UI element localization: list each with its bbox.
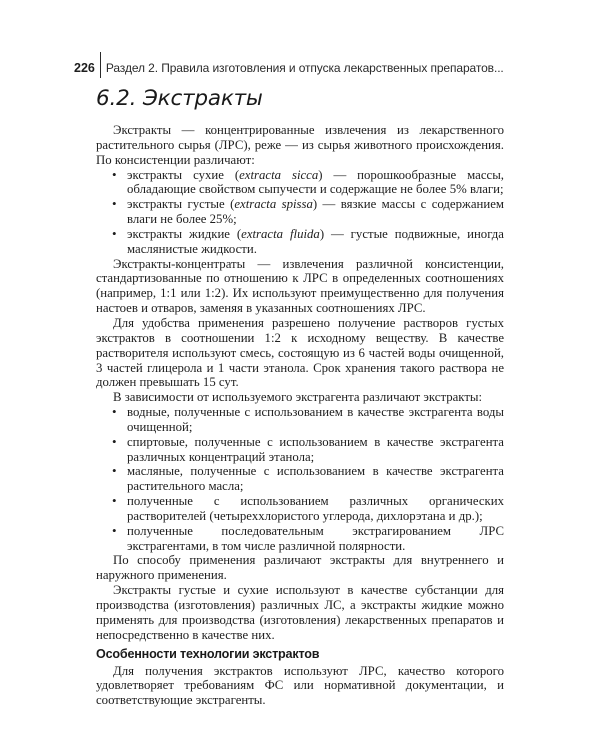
paragraph-definition: Экстракты — концентрированные извлечения из лекарственного растительного сырья (ЛРС), реже — из сырья животного происхождения. По консистенции различают: [96, 123, 504, 167]
list-item: • водные, полученные с использованием в качестве экстрагента воды очищенной; [96, 405, 504, 435]
page-number: 226 [74, 61, 95, 75]
paragraph-usage: Экстракты густые и сухие используют в качестве субстанции для производства (изготовления) различных ЛС, а экстракты жидкие можно применять для производства (изготовления) лекарственных препаратов и непосредственно в качестве них. [96, 583, 504, 642]
paragraph-application: По способу применения различают экстракты для внутреннего и наружного применения. [96, 553, 504, 583]
list-item: • полученные последовательным экстрагированием ЛРС экстрагентами, в том числе различной полярности. [96, 524, 504, 554]
paragraph-solutions: Для удобства применения разрешено получение растворов густых экстрактов в соотношении 1:2 к исходному веществу. В качестве растворителя используют смесь, состоящую из 6 частей воды очищенной, 3 частей глицерола и 1 части этанола. Срок хранения такого раствора не должен превышать 15 сут. [96, 315, 504, 390]
running-head: Раздел 2. Правила изготовления и отпуска лекарственных препаратов... [105, 61, 504, 75]
running-header [74, 52, 534, 82]
consistency-list [96, 168, 504, 257]
paragraph-technology: Для получения экстрактов используют ЛРС, качество которого удовлетворяет требованиям ФС или нормативной документации, и соответствующие экстрагенты. [96, 663, 504, 708]
list-item: • экстракты густые (extracta spissa) — вязкие массы с содержанием влаги не более 25%; [96, 197, 504, 227]
list-item: • масляные, полученные с использованием в качестве экстрагента растительного масла; [96, 464, 504, 494]
page-body [96, 123, 504, 708]
section-title: 6.2. Экстракты [96, 86, 263, 111]
list-item: • полученные с использованием различных органических растворителей (четыреххлористого углерода, дихлорэтана и др.); [96, 494, 504, 524]
paragraph-concentrates: Экстракты-концентраты — извлечения различной консистенции, стандартизованные по отношению к ЛРС в определенных соотношениях (например, 1:1 или 1:2). Их используют преимущественно для получения настоев и отваров, заменяя в указанных соотношениях ЛРС. [96, 256, 504, 316]
paragraph-extractant-intro: В зависимости от используемого экстрагента различают экстракты: [113, 390, 483, 405]
list-item: • экстракты сухие (extracta sicca) — порошкообразные массы, обладающие свойством сыпучести и содержащие не более 5% влаги; [96, 168, 504, 198]
extractant-list [96, 405, 504, 553]
list-item: • экстракты жидкие (extracta fluida) — густые подвижные, иногда маслянистые жидкости. [96, 227, 504, 257]
header-divider [100, 52, 101, 78]
subheading: Особенности технологии экстрактов [96, 646, 320, 661]
list-item: • спиртовые, полученные с использованием в качестве экстрагента различных концентраций этанола; [96, 435, 504, 465]
